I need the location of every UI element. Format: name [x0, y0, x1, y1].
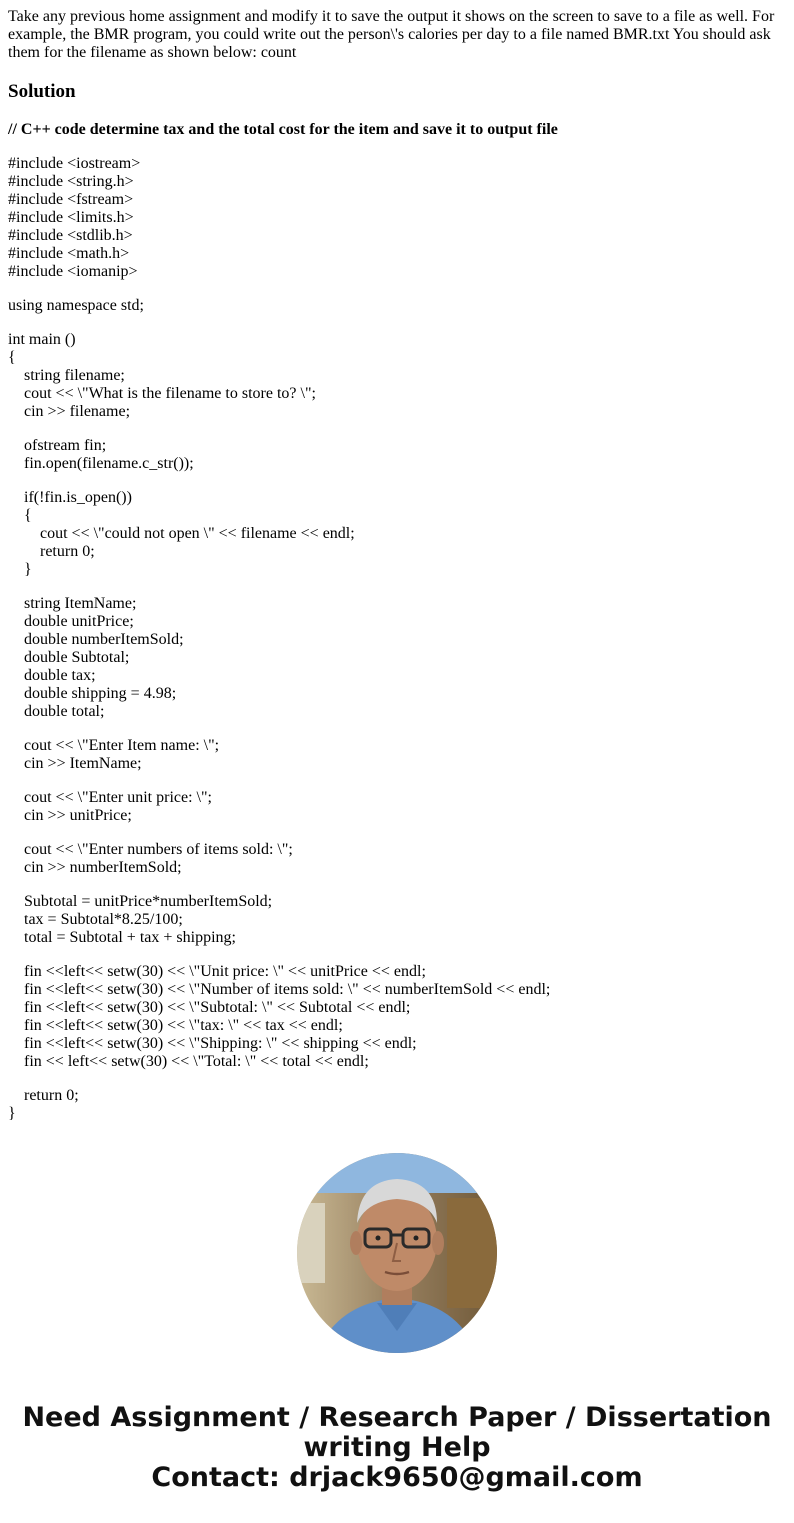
question-text: Take any previous home assignment and modify it to save the output it shows on the screen to save to a file as well. For example, the BMR program, you could write out the person\'s calories per day to a file named BMR.txt You should ask them for the filename as shown below: count: [8, 8, 775, 61]
code-line: [8, 281, 788, 297]
code-line: fin <<left<< setw(30) << \"Number of items sold: \" << numberItemSold << endl;: [8, 981, 551, 998]
code-line: int main (): [8, 331, 76, 348]
code-line: return 0;: [8, 543, 95, 560]
code-line: [8, 877, 788, 893]
code-line: double tax;: [8, 667, 96, 684]
code-line: double shipping = 4.98;: [8, 685, 177, 702]
code-line: fin <<left<< setw(30) << \"Unit price: \" << unitPrice << endl;: [8, 963, 426, 980]
code-line: fin <<left<< setw(30) << \"tax: \" << tax << endl;: [8, 1017, 343, 1034]
code-line: double unitPrice;: [8, 613, 134, 630]
banner-line-2: writing Help: [303, 1432, 491, 1463]
code-line: cin >> filename;: [8, 403, 131, 420]
code-line: #include <iomanip>: [8, 263, 138, 280]
code-line: double numberItemSold;: [8, 631, 184, 648]
code-line: }: [8, 1105, 16, 1122]
code-line: return 0;: [8, 1087, 79, 1104]
code-line: cin >> numberItemSold;: [8, 859, 182, 876]
code-line: using namespace std;: [8, 297, 144, 314]
code-line: {: [8, 349, 16, 366]
person-portrait-icon: [297, 1153, 497, 1353]
code-line: [8, 579, 788, 595]
code-line: [8, 721, 788, 737]
code-line: Subtotal = unitPrice*numberItemSold;: [8, 893, 273, 910]
code-line: fin << left<< setw(30) << \"Total: \" << total << endl;: [8, 1053, 369, 1070]
code-comment: // C++ code determine tax and the total cost for the item and save it to output file: [8, 121, 558, 138]
banner-contact: Contact: drjack9650@gmail.com: [151, 1462, 643, 1493]
code-line: #include <stdlib.h>: [8, 227, 133, 244]
code-line: double total;: [8, 703, 105, 720]
code-line: fin <<left<< setw(30) << \"Shipping: \" << shipping << endl;: [8, 1035, 417, 1052]
code-line: cout << \"could not open \" << filename << endl;: [8, 525, 355, 542]
code-line: total = Subtotal + tax + shipping;: [8, 929, 236, 946]
code-line: #include <limits.h>: [8, 209, 134, 226]
code-line: #include <fstream>: [8, 191, 134, 208]
code-block: [8, 155, 788, 1123]
code-line: {: [8, 507, 32, 524]
code-line: cin >> ItemName;: [8, 755, 142, 772]
code-line: }: [8, 561, 32, 578]
code-line: [8, 473, 788, 489]
code-line: tax = Subtotal*8.25/100;: [8, 911, 183, 928]
code-line: string filename;: [8, 367, 125, 384]
code-line: #include <math.h>: [8, 245, 130, 262]
code-line: cout << \"Enter Item name: \";: [8, 737, 220, 754]
code-line: double Subtotal;: [8, 649, 130, 666]
code-line: [8, 421, 788, 437]
code-line: [8, 1071, 788, 1087]
question-text-block: [8, 8, 786, 62]
help-banner: [0, 1403, 794, 1493]
solution-heading: Solution: [8, 81, 76, 102]
code-line: [8, 825, 788, 841]
code-line: cin >> unitPrice;: [8, 807, 132, 824]
code-line: [8, 947, 788, 963]
code-line: if(!fin.is_open()): [8, 489, 132, 506]
banner-line-1: Need Assignment / Research Paper / Dissertation: [22, 1402, 772, 1433]
code-line: fin.open(filename.c_str());: [8, 455, 194, 472]
code-line: cout << \"What is the filename to store to? \";: [8, 385, 316, 402]
code-line: string ItemName;: [8, 595, 137, 612]
code-line: ofstream fin;: [8, 437, 107, 454]
code-line: #include <iostream>: [8, 155, 141, 172]
code-line: cout << \"Enter numbers of items sold: \";: [8, 841, 293, 858]
code-line: fin <<left<< setw(30) << \"Subtotal: \" << Subtotal << endl;: [8, 999, 411, 1016]
code-line: #include <string.h>: [8, 173, 134, 190]
code-line: [8, 315, 788, 331]
avatar: [297, 1153, 497, 1353]
code-line: [8, 773, 788, 789]
code-line: cout << \"Enter unit price: \";: [8, 789, 212, 806]
